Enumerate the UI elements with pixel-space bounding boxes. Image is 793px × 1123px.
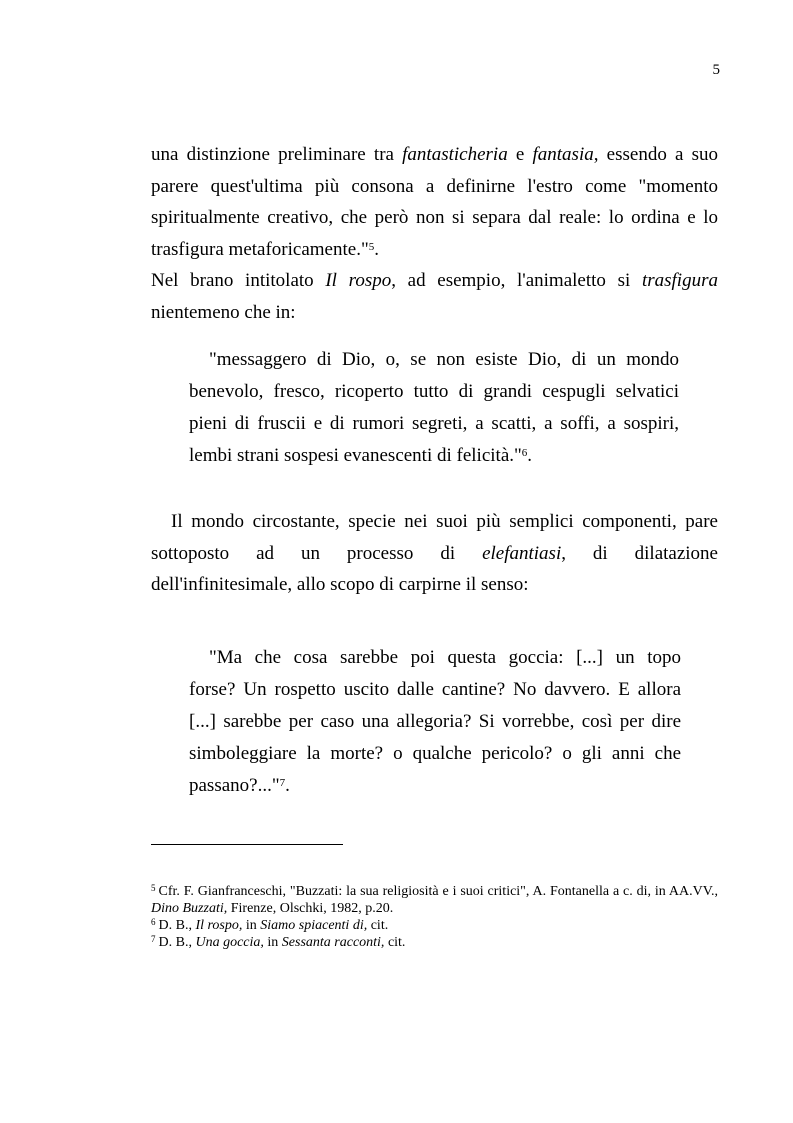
text-run: una distinzione preliminare tra [151,144,403,165]
text-run: lembi strani sospesi evanescenti di felicità." [189,445,522,466]
text-run: passano?..." [189,775,280,796]
paragraph-2-line-2: nientemeno che in: [151,301,296,323]
text-run: sottoposto ad un processo di [151,542,483,564]
paragraph-3-line-3: dell'infinitesimale, allo scopo di carpirne il senso: [151,574,529,595]
italic-term-elefantiasi: elefantiasi [482,542,562,564]
quote-2-line-5 [189,770,681,802]
paragraph-1-line-4 [151,234,718,266]
italic-title-il-rospo: Il rospo [325,270,392,291]
text-run: D. B., [158,918,196,933]
quote-1-line-4 [189,440,679,472]
footnote-6 [151,917,718,934]
footnotes [151,883,718,951]
footnote-number: 5 [151,883,156,893]
text-run: D. B., [158,935,196,950]
text-run: cit. [384,935,406,950]
page-number: 5 [712,62,720,78]
text-run: Nel brano intitolato [151,270,326,291]
paragraph-1 [151,139,718,265]
italic-term-fantasia: fantasia [532,144,594,165]
text-run: trasfigura metaforicamente." [151,238,369,260]
block-quote-2 [189,642,681,802]
italic-term-trasfigura: trasfigura [641,270,718,291]
text-run: e [507,144,533,165]
paragraph-1-line-2: parere quest'ultima più consona a definirne l'estro come "momento [151,175,718,197]
paragraph-3-line-1: Il mondo circostante, specie nei suoi più semplici componenti, pare [171,511,718,532]
paragraph-2-line-1 [151,265,718,297]
text-run: , ad esempio, l'animaletto si [391,270,642,291]
italic-title: Dino Buzzati, [151,901,228,916]
text-run: . [527,445,533,466]
italic-title: Sessanta racconti, [281,935,385,950]
footnote-separator [151,844,343,845]
quote-2-line-1: "Ma che cosa sarebbe poi questa goccia: [...] un topo [209,647,681,668]
text-run: Firenze, Olschki, 1982, p.20. [227,901,394,916]
italic-term-fantasticheria: fantasticheria [402,144,508,165]
italic-title: Il rospo, [195,918,243,933]
italic-title: Siamo spiacenti di, [260,918,368,933]
block-quote-1 [189,344,679,472]
footnote-7 [151,934,718,951]
quote-1-line-2: benevolo, fresco, ricoperto tutto di grandi cespugli selvatici [189,381,679,402]
quote-2-line-3: [...] sarebbe per caso una allegoria? Si vorrebbe, così per dire [189,711,681,732]
footnote-ref-5[interactable]: 5 [368,240,375,253]
footnote-number: 6 [151,917,156,927]
text-run: , di dilatazione [561,542,718,564]
quote-2-line-2: forse? Un rospetto uscito dalle cantine? No davvero. E allora [189,679,681,700]
paragraph-3 [151,506,718,601]
paragraph-1-line-3: spiritualmente creativo, che però non si separa dal reale: lo ordina e lo [151,207,718,228]
footnote-5 [151,883,718,917]
footnote-ref-7[interactable]: 7 [279,777,286,789]
italic-title: Una goccia, [195,935,264,950]
paragraph-1-line-1 [151,139,718,171]
text-run: , essendo a suo [593,144,719,165]
text-run: in [242,918,261,933]
quote-2-line-4: simboleggiare la morte? o qualche pericolo? o gli anni che [189,743,681,764]
quote-1-line-1: "messaggero di Dio, o, se non esiste Dio, di un mondo [209,349,679,370]
text-run: cit. [367,918,389,933]
footnote-ref-6[interactable]: 6 [521,447,528,459]
paragraph-2 [151,265,718,328]
text-run: . [374,238,379,260]
text-run: . [285,775,290,796]
footnote-number: 7 [151,934,156,944]
text-run: in [263,935,282,950]
paragraph-3-line-2 [151,538,718,570]
text-run: Cfr. F. Gianfranceschi, "Buzzati: la sua religiosità e i suoi critici", A. Fontanella a c. di, in AA.VV., [158,884,718,899]
quote-1-line-3: pieni di fruscii e di rumori segreti, a scatti, a soffi, a sospiri, [189,413,679,434]
